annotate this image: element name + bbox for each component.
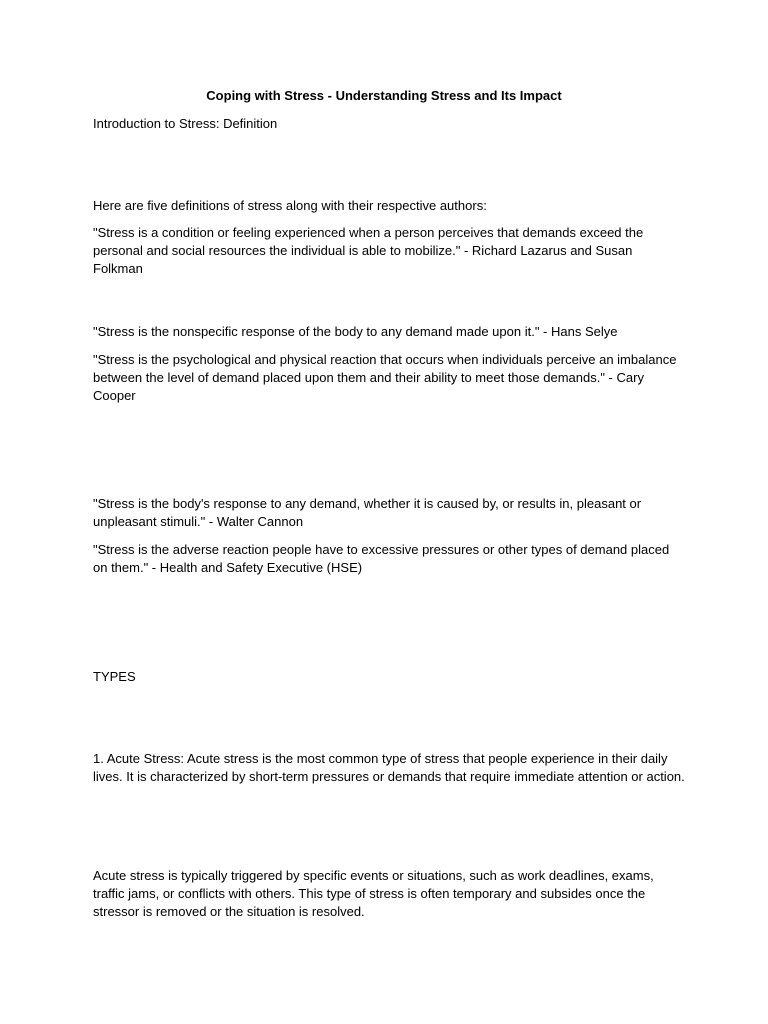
intro-line: Here are five definitions of stress along with their respective authors: — [93, 198, 487, 213]
definition-paragraph: "Stress is the adverse reaction people have to excessive pressures or other types of demand placed on them." - Health and Safety Executive (HSE) — [93, 542, 670, 575]
document-title: Coping with Stress - Understanding Stress and Its Impact — [206, 88, 562, 103]
definition-paragraph: "Stress is the psychological and physical reaction that occurs when individuals perceive an imbalance between the level of demand placed upon them and their ability to meet those demands." - Cary Cooper — [93, 352, 677, 403]
acute-stress-paragraph: Acute stress is typically triggered by specific events or situations, such as work deadlines, exams, traffic jams, or conflicts with others. This type of stress is often temporary and subsides once the stressor is removed or the situation is resolved. — [93, 868, 654, 919]
definition-paragraph: "Stress is the nonspecific response of the body to any demand made upon it." - Hans Selye — [93, 324, 618, 339]
definition-paragraph: "Stress is the body's response to any demand, whether it is caused by, or results in, pleasant or unpleasant stimuli." - Walter Cannon — [93, 496, 642, 529]
definition-paragraph: "Stress is a condition or feeling experienced when a person perceives that demands exceed the personal and social resources the individual is able to mobilize." - Richard Lazarus and Susan Folkman — [93, 225, 644, 276]
section-heading: Introduction to Stress: Definition — [93, 116, 278, 131]
acute-stress-paragraph: 1. Acute Stress: Acute stress is the most common type of stress that people experience in their daily lives. It is characterized by short-term pressures or demands that require immediate attention or action. — [93, 751, 685, 784]
types-heading: TYPES — [93, 669, 136, 684]
